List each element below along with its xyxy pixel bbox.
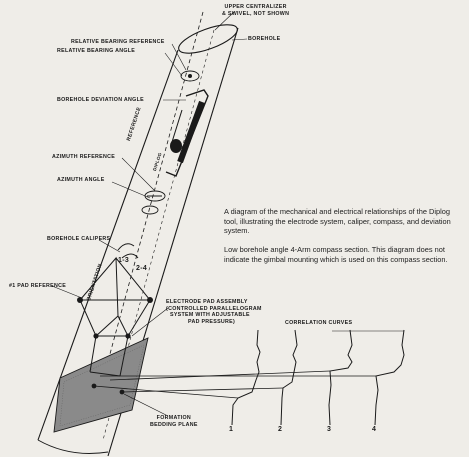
pad1-reference-label: #1 PAD REFERENCE	[9, 283, 67, 289]
borehole-calipers-label: BOREHOLE CALIPERS	[47, 236, 111, 242]
formation-bedding-plane	[54, 338, 148, 432]
upper-centralizer-line1: UPPER CENTRALIZER	[224, 4, 287, 10]
correlation-curve-2	[281, 330, 297, 425]
correlation-curves-label: CORRELATION CURVES	[285, 320, 353, 326]
correlation-curve-1	[232, 330, 260, 425]
deviation-pendulum-bar	[177, 101, 205, 163]
borehole-bottom-rim	[38, 440, 108, 454]
tool-orientation-text: ORIENTATION	[86, 262, 104, 302]
caption-paragraph-1: A diagram of the mechanical and electrical relationships of the Diplog tool, illustrating the electrode system, caliper, compass, and deviation system.	[224, 207, 451, 236]
correlation-curve-4	[375, 330, 404, 425]
azimuth-reference-label: AZIMUTH REFERENCE	[52, 154, 116, 160]
tool-reference-text: REFERENCE	[126, 106, 143, 142]
caliper-1-3-label: 1-3	[118, 257, 130, 264]
caliper-2-4-label: 2-4	[136, 265, 148, 272]
deviation-pendulum-arm	[172, 110, 182, 142]
electrode-pad-3	[93, 333, 98, 338]
azimuth-compass-ring-2	[142, 206, 158, 214]
electrode-line3: SYSTEM WITH ADJUSTABLE	[170, 312, 250, 318]
upper-centralizer-label	[222, 4, 289, 17]
formation-line2: BEDDING PLANE	[150, 421, 198, 428]
electrode-pad-4	[125, 333, 130, 338]
curve-number-4: 4	[372, 426, 376, 433]
relative-bearing-reference-label: RELATIVE BEARING REFERENCE	[71, 39, 165, 45]
correlation-curve-3	[329, 330, 352, 425]
borehole-deviation-angle-label: BOREHOLE DEVIATION ANGLE	[57, 97, 144, 103]
electrode-pad-1	[77, 297, 83, 303]
caption-paragraph-2: Low borehole angle 4-Arm compass section. This diagram does not indicate the gimbal mounting which is used on this compass section.	[224, 245, 448, 264]
electrode-pad-assembly-label	[166, 299, 262, 325]
curve-number-1: 1	[229, 426, 233, 433]
tool-body-text: DIPLOG	[152, 151, 163, 172]
correlation-line-3	[110, 371, 330, 380]
relative-bearing-center	[188, 74, 192, 78]
caliper-arc-1	[118, 244, 134, 250]
formation-bedding-plane-label	[150, 415, 198, 428]
curve-number-3: 3	[327, 426, 331, 433]
electrode-line4: PAD PRESSURE)	[188, 318, 236, 325]
relative-bearing-angle-label: RELATIVE BEARING ANGLE	[57, 48, 136, 54]
electrode-line1: ELECTRODE PAD ASSEMBLY	[166, 299, 248, 305]
borehole-label: BOREHOLE	[248, 36, 281, 42]
upper-centralizer-line2: & SWIVEL, NOT SHOWN	[222, 10, 290, 17]
electrode-pad-2	[147, 297, 153, 303]
electrode-line2: (CONTROLLED PARALLELOGRAM	[166, 305, 262, 312]
azimuth-angle-label: AZIMUTH ANGLE	[57, 177, 105, 183]
curve-number-2: 2	[278, 426, 282, 433]
formation-line1: FORMATION	[156, 415, 192, 421]
